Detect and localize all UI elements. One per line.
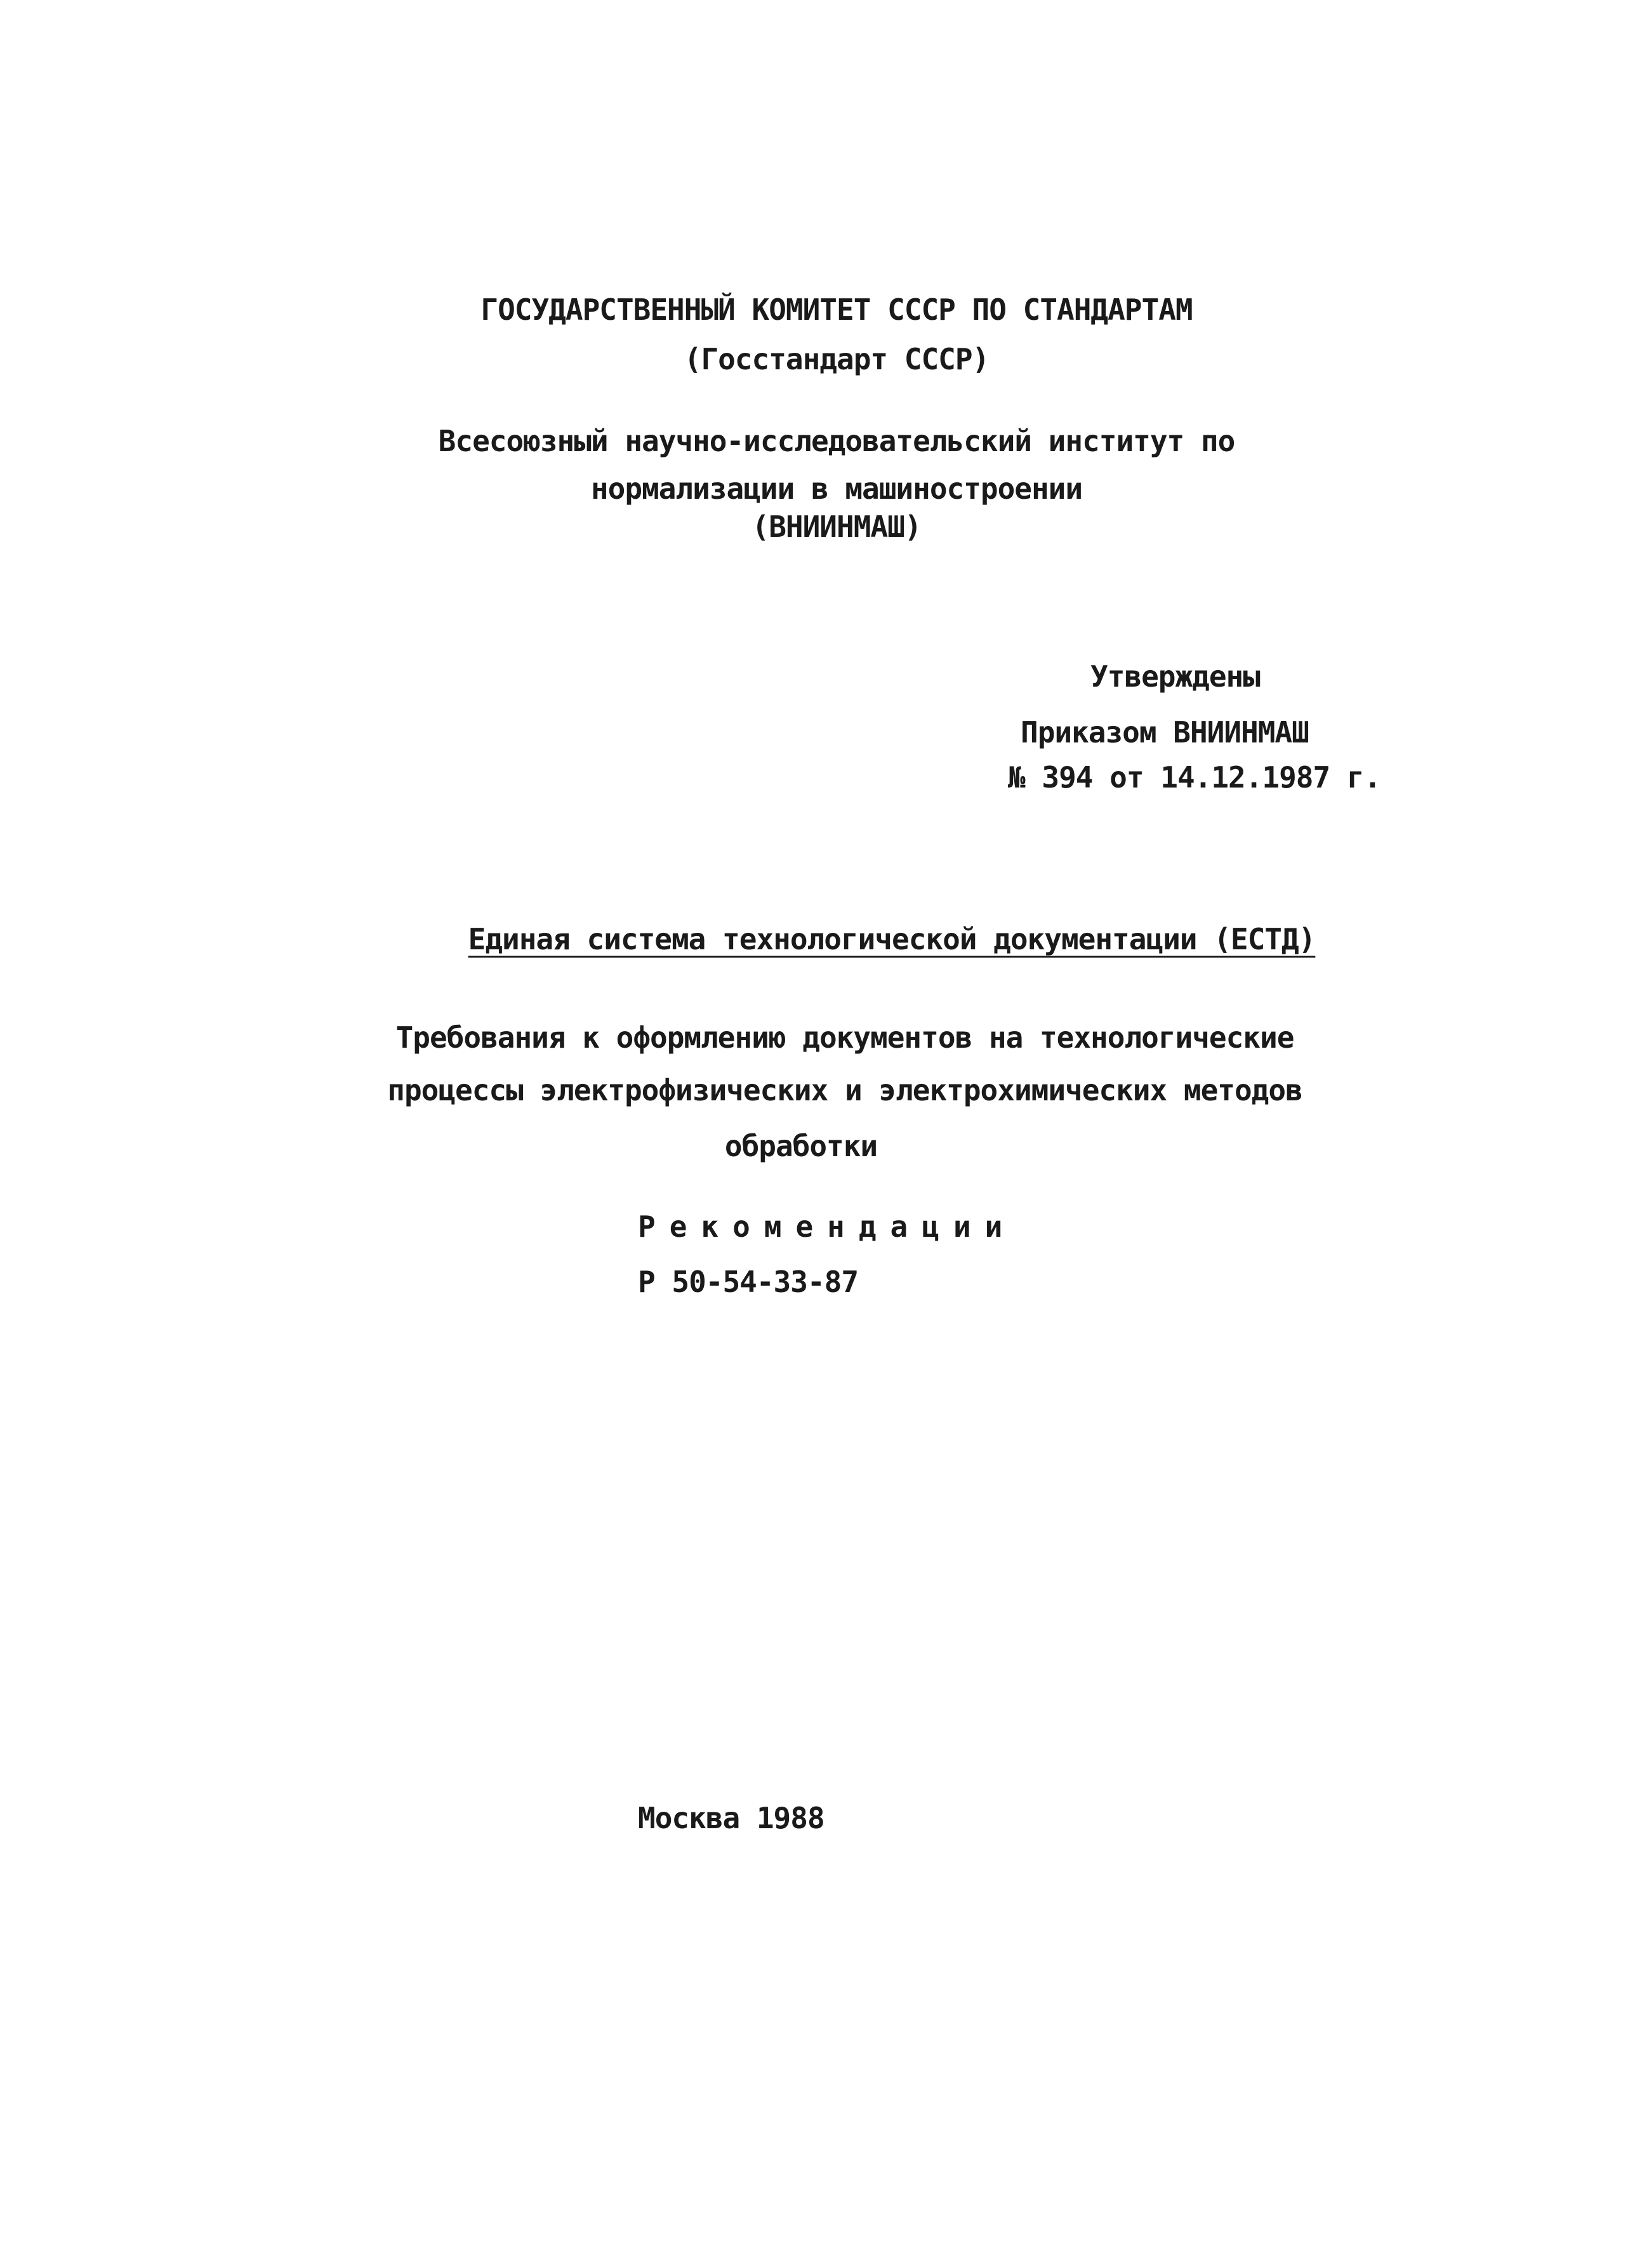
approval-number-date: № 394 от 14.12.1987 г.: [1008, 760, 1381, 794]
approval-status: Утверждены: [1090, 659, 1260, 694]
system-title: Единая система технологической документации (ЕСТД): [468, 922, 1316, 956]
committee-short-name: (Госстандарт СССР): [684, 342, 990, 376]
document-title-line-3: обработки: [724, 1129, 878, 1163]
document-title-line-2: процессы электрофизических и электрохимических методов: [387, 1073, 1302, 1107]
institute-name-line-1: Всесоюзный научно-исследовательский институт по: [438, 424, 1235, 458]
document-title-line-1: Требования к оформлению документов на технологические: [395, 1020, 1294, 1055]
approval-order: Приказом ВНИИНМАШ: [1021, 715, 1309, 749]
institute-short-name: (ВНИИНМАШ): [751, 510, 922, 544]
committee-name: ГОСУДАРСТВЕННЫЙ КОМИТЕТ СССР ПО СТАНДАРТАМ: [480, 293, 1193, 327]
document-code: Р 50-54-33-87: [638, 1265, 859, 1299]
publication-place-year: Москва 1988: [638, 1801, 824, 1835]
document-type: Рекомендации: [638, 1210, 1017, 1244]
institute-name-line-2: нормализации в машиностроении: [590, 471, 1083, 506]
